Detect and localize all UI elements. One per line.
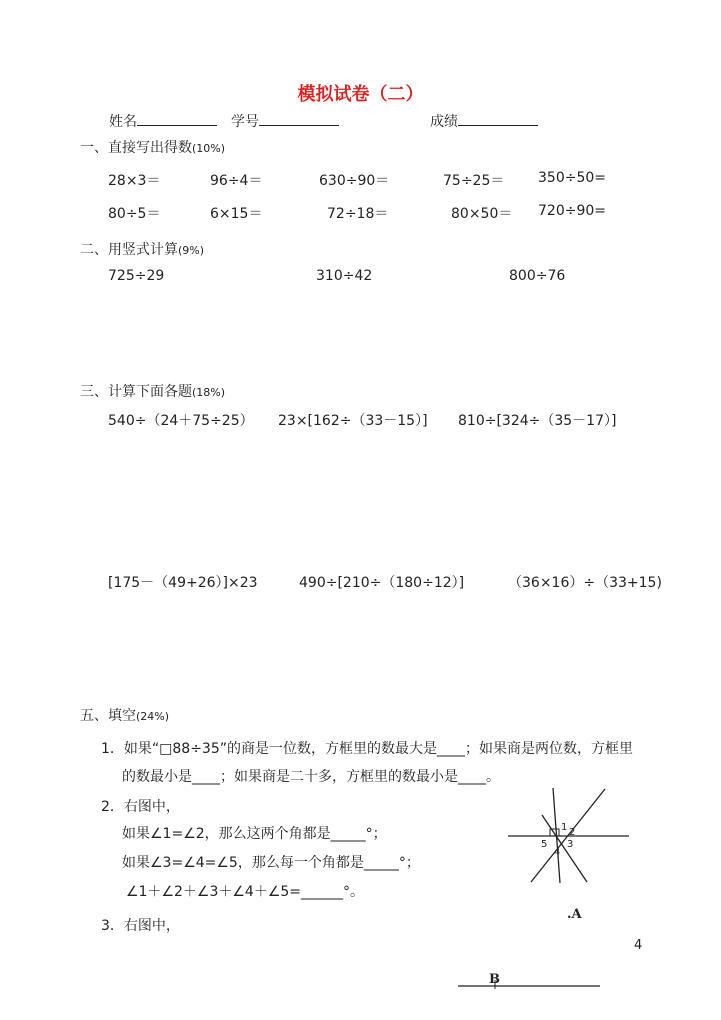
oral-item: 80÷5＝	[108, 206, 161, 222]
name-blank	[137, 111, 217, 126]
point-a-label: .A	[567, 907, 582, 922]
id-blank	[259, 111, 339, 126]
oral-item: 28×3＝	[108, 173, 161, 189]
calc-problem: [175－（49+26）]×23	[108, 575, 258, 591]
score-blank	[458, 111, 538, 126]
oral-item: 350÷50=	[538, 170, 606, 186]
page-title: 模拟试卷（二）	[297, 84, 424, 105]
section-2-percent: (9%)	[178, 244, 205, 257]
vertical-problem: 310÷42	[316, 268, 373, 284]
fill-q3-heading: 3．右图中，	[101, 918, 180, 934]
angle-label-2: 2	[569, 827, 576, 838]
section-2-label: 二、用竖式计算	[80, 242, 178, 258]
angle-label-3: 3	[567, 839, 574, 850]
name-field	[109, 111, 217, 131]
section-2-heading	[80, 239, 204, 259]
calc-problem: 23×[162÷（33－15）]	[278, 413, 428, 429]
fill-q2-heading: 2．右图中，	[101, 799, 180, 815]
fill-q2-a: 如果∠1=∠2，那么这两个角都是_____°；	[122, 826, 387, 842]
section-1-heading	[80, 137, 225, 157]
fill-q1-line1: 1．如果“□88÷35”的商是一位数，方框里的数最大是____；如果商是两位数，方框里	[101, 741, 633, 757]
section-5-percent: (24%)	[136, 710, 170, 723]
oral-item: 720÷90=	[538, 203, 606, 219]
fill-q1-line2: 的数最小是____；如果商是二十多，方框里的数最小是____。	[122, 769, 500, 785]
vertical-problem: 725÷29	[108, 268, 165, 284]
section-3-percent: (18%)	[192, 386, 226, 399]
calc-problem: （36×16）÷（33+15)	[508, 575, 662, 591]
vertical-problem: 800÷76	[509, 268, 566, 284]
calc-problem: 490÷[210÷（180÷12）]	[299, 575, 465, 591]
calc-problem: 540÷（24＋75÷25）	[108, 413, 254, 429]
oral-item: 96÷4＝	[210, 173, 263, 189]
line-b-figure	[455, 980, 605, 994]
section-3-heading	[80, 381, 225, 401]
oral-item: 80×50＝	[451, 206, 513, 222]
section-5-label: 五、填空	[80, 708, 136, 724]
oral-item: 6×15＝	[210, 206, 263, 222]
point-b-label: B	[489, 972, 500, 987]
oral-item: 630÷90＝	[319, 173, 390, 189]
angle-figure	[505, 785, 635, 885]
name-label: 姓名	[109, 114, 137, 130]
calc-problem: 810÷[324÷（35－17）]	[458, 413, 617, 429]
score-label: 成绩	[430, 114, 458, 130]
id-label: 学号	[231, 114, 259, 130]
fill-q2-b: 如果∠3=∠4=∠5，那么每一个角都是_____°；	[122, 855, 420, 871]
id-field	[231, 111, 339, 131]
section-1-label: 一、直接写出得数	[80, 140, 192, 156]
oral-item: 72÷18＝	[327, 206, 389, 222]
angle-label-4: 4	[554, 847, 561, 858]
fill-q2-c: ∠1＋∠2＋∠3＋∠4＋∠5=______°。	[126, 884, 365, 900]
section-1-percent: (10%)	[192, 142, 226, 155]
angle-label-1: 1	[561, 822, 568, 833]
page-number: 4	[634, 938, 643, 953]
score-field	[430, 111, 538, 131]
section-3-label: 三、计算下面各题	[80, 384, 192, 400]
angle-label-5: 5	[541, 839, 548, 850]
section-5-heading	[80, 705, 169, 725]
oral-item: 75÷25＝	[443, 173, 505, 189]
